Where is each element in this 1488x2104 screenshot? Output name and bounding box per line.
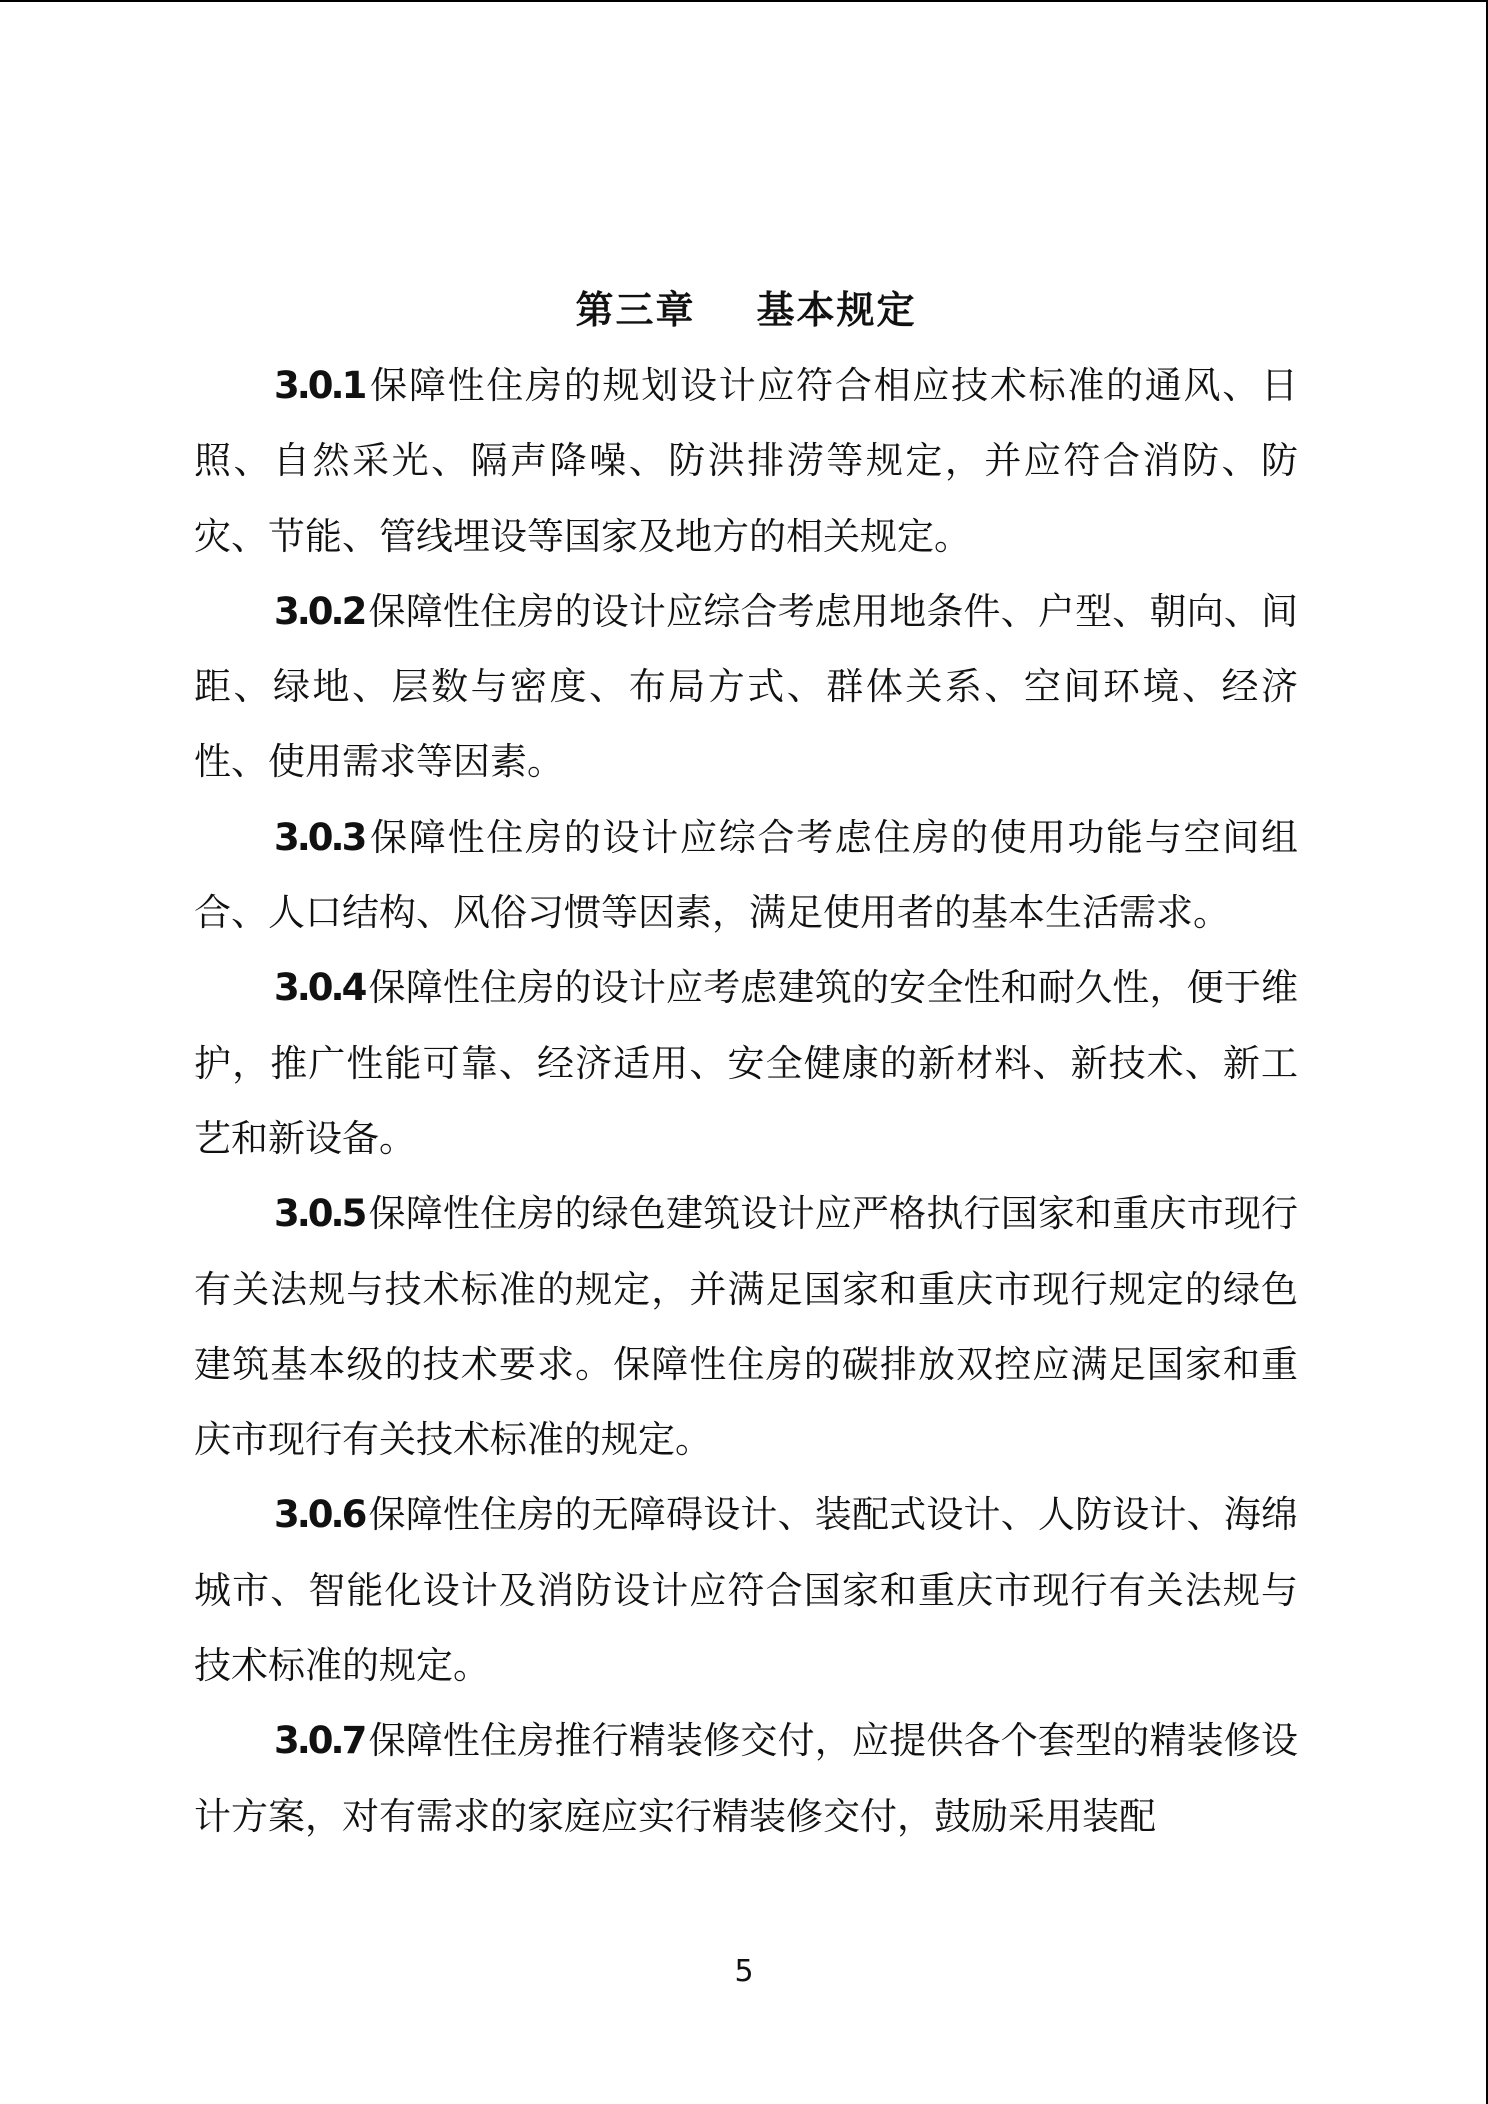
clause-3-0-2 [194, 574, 1298, 800]
clause-text: 保障性住房推行精装修交付，应提供各个套型的精装修设计方案，对有需求的家庭应实行精装修交付，鼓励采用装配 [194, 1719, 1298, 1838]
clause-number: 3.0.5 [274, 1192, 365, 1236]
clause-number: 3.0.6 [274, 1493, 365, 1537]
clause-text: 保障性住房的设计应考虑建筑的安全性和耐久性，便于维护，推广性能可靠、经济适用、安全健康的新材料、新技术、新工艺和新设备。 [194, 966, 1298, 1160]
clause-text: 保障性住房的设计应综合考虑用地条件、户型、朝向、间距、绿地、层数与密度、布局方式、群体关系、空间环境、经济性、使用需求等因素。 [194, 589, 1298, 784]
clause-3-0-5 [194, 1176, 1298, 1477]
chapter-title: 第三章 基本规定 [575, 287, 917, 332]
clause-text: 保障性住房的规划设计应符合相应技术标准的通风、日照、自然采光、隔声降噪、防洪排涝等规定，并应符合消防、防灾、节能、管线埋设等国家及地方的相关规定。 [194, 364, 1298, 558]
clause-3-0-1 [194, 348, 1298, 574]
clause-text: 保障性住房的无障碍设计、装配式设计、人防设计、海绵城市、智能化设计及消防设计应符合国家和重庆市现行有关法规与技术标准的规定。 [194, 1493, 1298, 1688]
clause-number: 3.0.7 [274, 1719, 365, 1763]
clause-text: 保障性住房的绿色建筑设计应严格执行国家和重庆市现行有关法规与技术标准的规定，并满足国家和重庆市现行规定的绿色建筑基本级的技术要求。保障性住房的碳排放双控应满足国家和重庆市现行有关技术标准的规定。 [194, 1192, 1298, 1462]
clause-number: 3.0.1 [274, 364, 365, 407]
clause-3-0-3 [194, 800, 1298, 951]
clause-number: 3.0.3 [274, 815, 365, 859]
page-number: 5 [734, 1954, 754, 1989]
clause-3-0-4 [194, 950, 1298, 1176]
clause-number: 3.0.4 [274, 966, 365, 1010]
document-body [194, 272, 1298, 1854]
clause-number: 3.0.2 [274, 589, 365, 633]
clause-3-0-6 [194, 1477, 1298, 1703]
clause-3-0-7 [194, 1703, 1298, 1854]
clause-text: 保障性住房的设计应综合考虑住房的使用功能与空间组合、人口结构、风俗习惯等因素，满足使用者的基本生活需求。 [194, 815, 1298, 935]
